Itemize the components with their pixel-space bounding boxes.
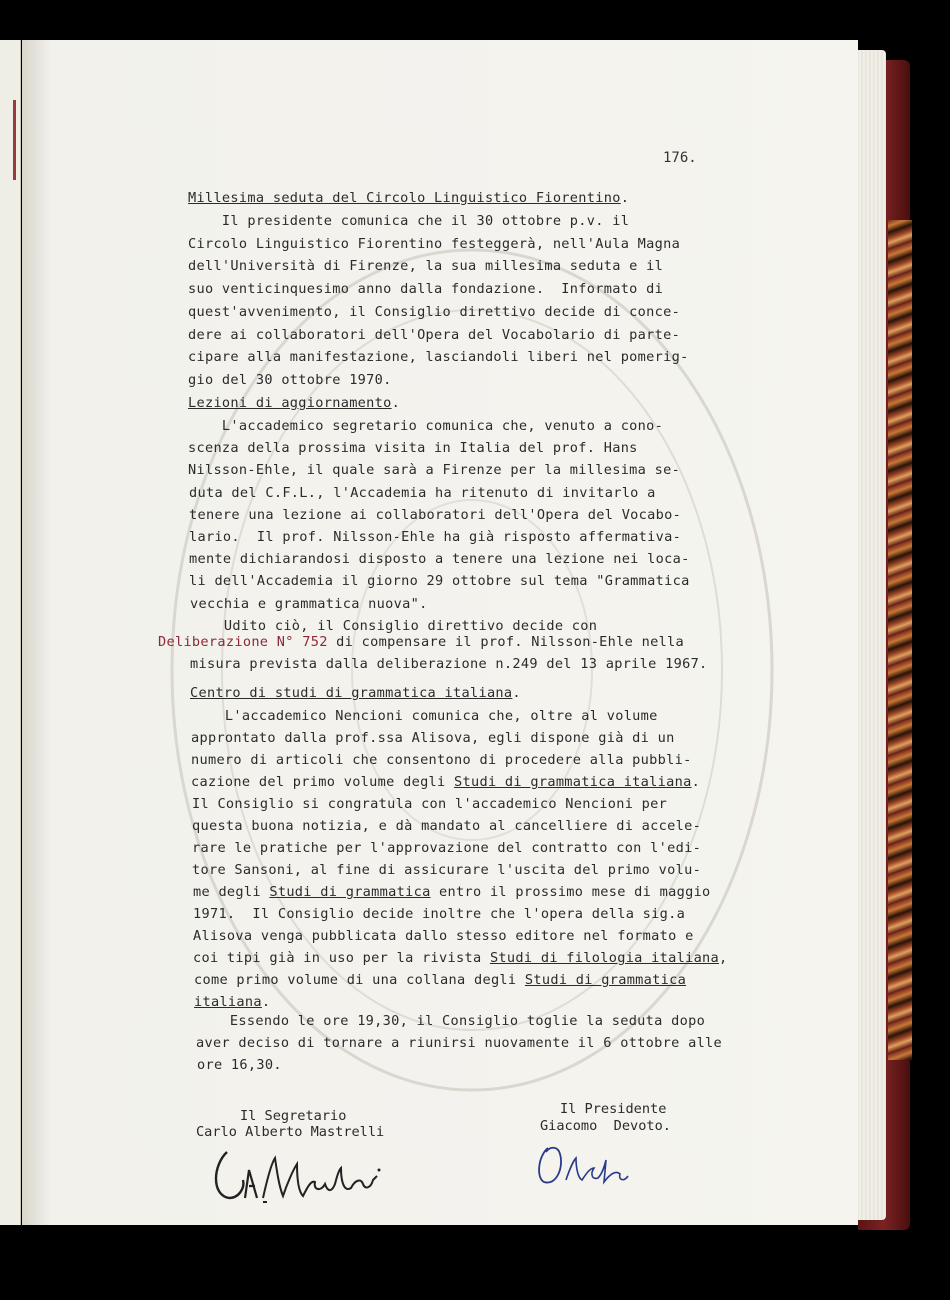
paragraph-line: gio del 30 ottobre 1970.: [188, 371, 392, 388]
section-heading-lezioni: Lezioni di aggiornamento.: [188, 395, 401, 411]
deliberation-line: Deliberazione N° 752 di compensare il prof. Nilsson-Ehle nella: [158, 634, 685, 650]
paragraph-line: tenere una lezione ai collaboratori dell'Opera del Vocabo-: [189, 506, 682, 523]
paragraph-line: come primo volume di una collana degli Studi di grammatica: [194, 972, 687, 988]
left-page-mark: [13, 100, 16, 180]
paragraph-line: vecchia e grammatica nuova".: [190, 595, 428, 612]
paragraph-line: Udito ciò, il Consiglio direttivo decide con: [190, 617, 598, 634]
paragraph-line: ore 16,30.: [197, 1057, 282, 1073]
president-title: Il Presidente: [560, 1101, 667, 1117]
paragraph-line: cipare alla manifestazione, lasciandoli liberi nel pomerig-: [188, 349, 689, 366]
secretary-name: Carlo Alberto Mastrelli: [196, 1124, 385, 1140]
paragraph-line: Essendo le ore 19,30, il Consiglio toglie la seduta dopo: [196, 1013, 706, 1029]
paragraph-line: scenza della prossima visita in Italia del prof. Hans: [188, 440, 638, 457]
paragraph-line: 1971. Il Consiglio decide inoltre che l'opera della sig.a: [193, 906, 686, 922]
paragraph-line: mente dichiarandosi disposto a tenere una lezione nei loca-: [189, 551, 690, 568]
marbled-endpaper: [888, 220, 912, 1060]
paragraph-line: coi tipi già in uso per la rivista Studi di filologia italiana,: [193, 950, 728, 966]
paragraph-line: suo venticinquesimo anno dalla fondazione. Informato di: [188, 281, 664, 298]
paragraph-line: dere ai collaboratori dell'Opera del Vocabolario di parte-: [188, 326, 681, 343]
paragraph-line: me degli Studi di grammatica entro il prossimo mese di maggio: [193, 884, 711, 900]
deliberation-number: Deliberazione N° 752: [158, 634, 328, 650]
paragraph-line: numero di articoli che consentono di procedere alla pubbli-: [191, 752, 692, 768]
paragraph-line: duta del C.F.L., l'Accademia ha ritenuto di invitarlo a: [189, 484, 656, 501]
president-name: Giacomo Devoto.: [540, 1118, 671, 1134]
paragraph-line: Nilsson-Ehle, il quale sarà a Firenze per la millesima se-: [188, 462, 681, 479]
paragraph-line: Il presidente comunica che il 30 ottobre p.v. il: [188, 213, 630, 229]
paragraph-line: aver deciso di tornare a riunirsi nuovamente il 6 ottobre alle: [196, 1035, 723, 1051]
paragraph-line: cazione del primo volume degli Studi di grammatica italiana.: [191, 774, 701, 790]
paragraph-line: Alisova venga pubblicata dallo stesso editore nel formato e: [193, 928, 694, 944]
paragraph-line: rare le pratiche per l'approvazione del contratto con l'edi-: [192, 840, 702, 856]
paragraph-line: approntato dalla prof.ssa Alisova, egli dispone già di un: [191, 730, 675, 746]
paragraph-line: quest'avvenimento, il Consiglio direttivo decide di conce-: [188, 303, 681, 320]
paragraph-line: L'accademico segretario comunica che, venuto a cono-: [188, 418, 664, 434]
paragraph-line: tore Sansoni, al fine di assicurare l'uscita del primo volu-: [192, 862, 702, 878]
paragraph-line: Circolo Linguistico Fiorentino festeggerà, nell'Aula Magna: [188, 235, 681, 252]
paragraph-line: L'accademico Nencioni comunica che, oltre al volume: [191, 708, 658, 724]
president-signature: [530, 1138, 645, 1188]
paragraph-line: italiana.: [194, 994, 271, 1010]
section-heading-centro: Centro di studi di grammatica italiana.: [190, 685, 521, 701]
paragraph-line: Il Consiglio si congratula con l'accademico Nencioni per: [192, 796, 668, 812]
section-heading-circolo: Millesima seduta del Circolo Linguistico Fiorentino.: [188, 190, 630, 206]
paragraph-line: lario. Il prof. Nilsson-Ehle ha già risposto affermativa-: [189, 529, 682, 545]
paragraph-line: misura prevista dalla deliberazione n.249 del 13 aprile 1967.: [190, 656, 708, 672]
paragraph-line: questa buona notizia, e dà mandato al cancelliere di accele-: [192, 818, 702, 834]
paragraph-line: dell'Università di Firenze, la sua millesima seduta e il: [188, 258, 664, 275]
paragraph-line: li dell'Accademia il giorno 29 ottobre sul tema "Grammatica: [189, 573, 690, 590]
left-page-edge: [0, 40, 21, 1225]
page-number: 176.: [663, 150, 697, 166]
secretary-signature: [205, 1140, 390, 1210]
secretary-title: Il Segretario: [240, 1108, 347, 1124]
